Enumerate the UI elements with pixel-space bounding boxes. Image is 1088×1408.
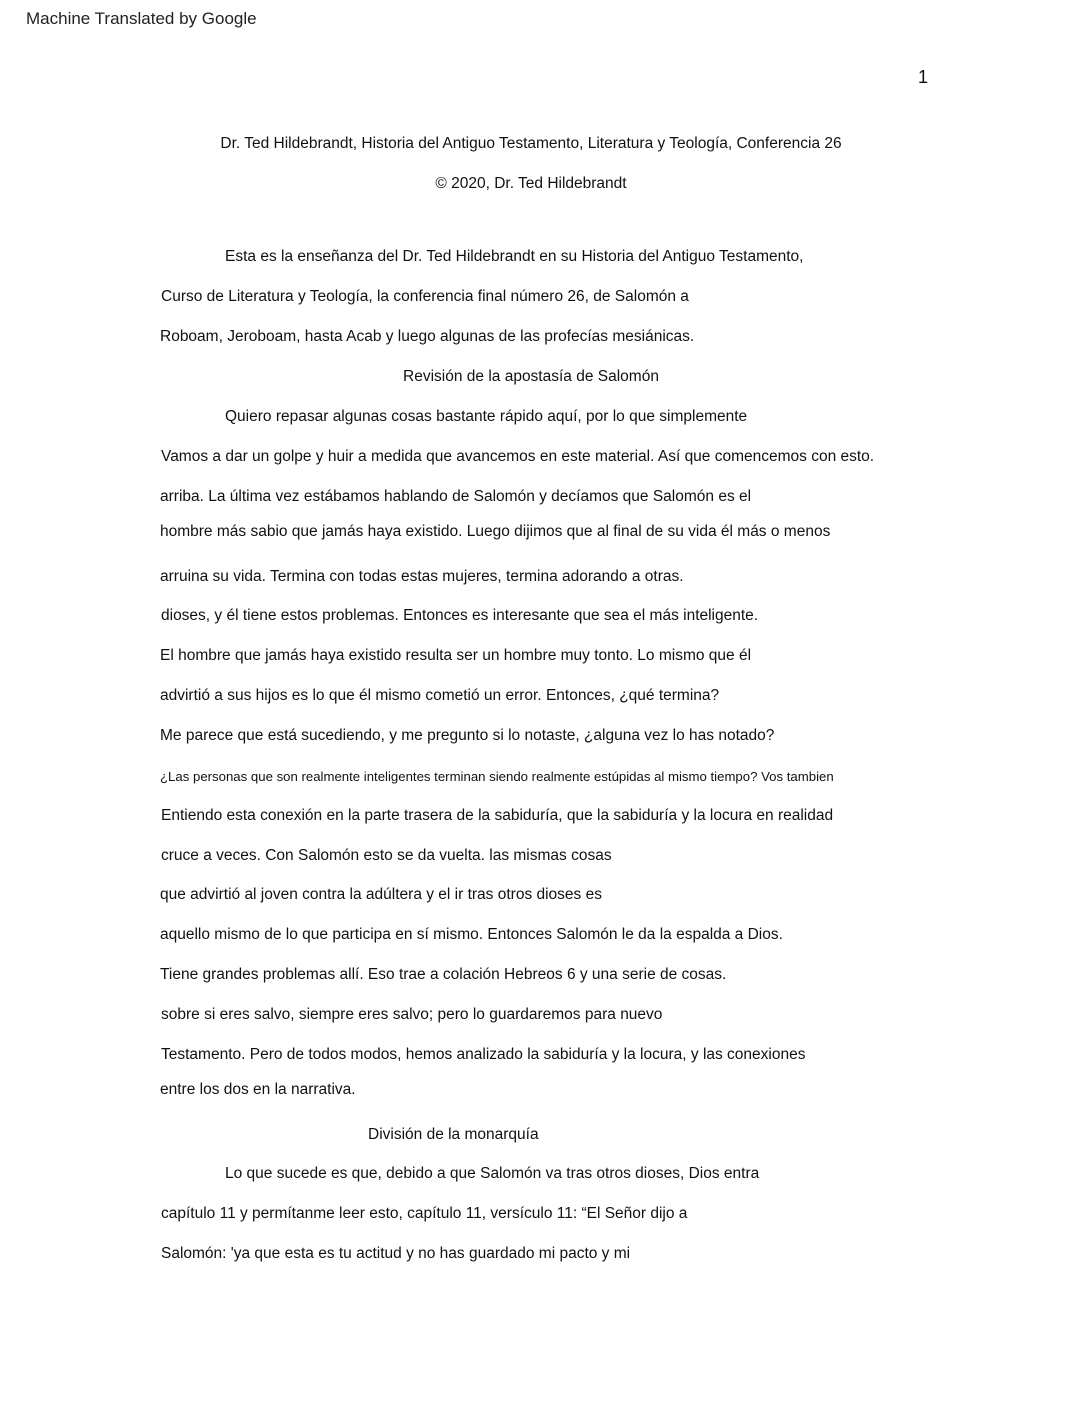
- paragraph-line: Tiene grandes problemas allí. Eso trae a colación Hebreos 6 y una serie de cosas.: [160, 966, 727, 983]
- paragraph-line: Me parece que está sucediendo, y me pregunto si lo notaste, ¿alguna vez lo has notado?: [160, 727, 775, 744]
- paragraph-line: ¿Las personas que son realmente inteligentes terminan siendo realmente estúpidas al mismo tiempo? Vos tambien: [160, 769, 834, 784]
- paragraph-line: Lo que sucede es que, debido a que Salomón va tras otros dioses, Dios entra: [225, 1165, 760, 1182]
- page-number: 1: [918, 67, 929, 87]
- paragraph-line: Testamento. Pero de todos modos, hemos analizado la sabiduría y la locura, y las conexiones: [161, 1046, 806, 1063]
- paragraph-line: advirtió a sus hijos es lo que él mismo cometió un error. Entonces, ¿qué termina?: [160, 687, 720, 704]
- paragraph-line: Vamos a dar un golpe y huir a medida que avancemos en este material. Así que comencemos con esto.: [161, 448, 875, 465]
- paragraph-line: aquello mismo de lo que participa en sí mismo. Entonces Salomón le da la espalda a Dios.: [160, 926, 783, 943]
- intro-line: Esta es la enseñanza del Dr. Ted Hildebrandt en su Historia del Antiguo Testamento,: [225, 248, 804, 265]
- paragraph-line: cruce a veces. Con Salomón esto se da vuelta. las mismas cosas: [161, 847, 612, 864]
- paragraph-line: El hombre que jamás haya existido resulta ser un hombre muy tonto. Lo mismo que él: [160, 647, 752, 664]
- machine-translation-banner: Machine Translated by Google: [26, 9, 257, 28]
- paragraph-line: capítulo 11 y permítanme leer esto, capítulo 11, versículo 11: “El Señor dijo a: [161, 1205, 688, 1222]
- document-title: Dr. Ted Hildebrandt, Historia del Antiguo Testamento, Literatura y Teología, Conferencia 26: [220, 135, 842, 152]
- paragraph-line: Salomón: 'ya que esta es tu actitud y no has guardado mi pacto y mi: [161, 1245, 631, 1262]
- paragraph-line: Quiero repasar algunas cosas bastante rápido aquí, por lo que simplemente: [225, 408, 748, 425]
- paragraph-line: entre los dos en la narrativa.: [160, 1081, 356, 1098]
- paragraph-line: arruina su vida. Termina con todas estas mujeres, termina adorando a otras.: [160, 568, 684, 585]
- paragraph-line: Entiendo esta conexión en la parte trasera de la sabiduría, que la sabiduría y la locura en realidad: [161, 807, 834, 824]
- paragraph-line: arriba. La última vez estábamos hablando de Salomón y decíamos que Salomón es el: [160, 488, 752, 505]
- section-heading-apostasy: Revisión de la apostasía de Salomón: [403, 368, 659, 385]
- paragraph-line: sobre si eres salvo, siempre eres salvo; pero lo guardaremos para nuevo: [161, 1006, 663, 1023]
- paragraph-line: hombre más sabio que jamás haya existido. Luego dijimos que al final de su vida él más o menos: [160, 523, 831, 540]
- paragraph-line: que advirtió al joven contra la adúltera y el ir tras otros dioses es: [160, 886, 602, 903]
- intro-line: Roboam, Jeroboam, hasta Acab y luego algunas de las profecías mesiánicas.: [160, 328, 695, 345]
- paragraph-line: dioses, y él tiene estos problemas. Entonces es interesante que sea el más inteligente.: [161, 607, 759, 624]
- intro-line: Curso de Literatura y Teología, la conferencia final número 26, de Salomón a: [161, 288, 689, 305]
- section-heading-division: División de la monarquía: [368, 1126, 539, 1143]
- copyright-line: © 2020, Dr. Ted Hildebrandt: [435, 175, 627, 192]
